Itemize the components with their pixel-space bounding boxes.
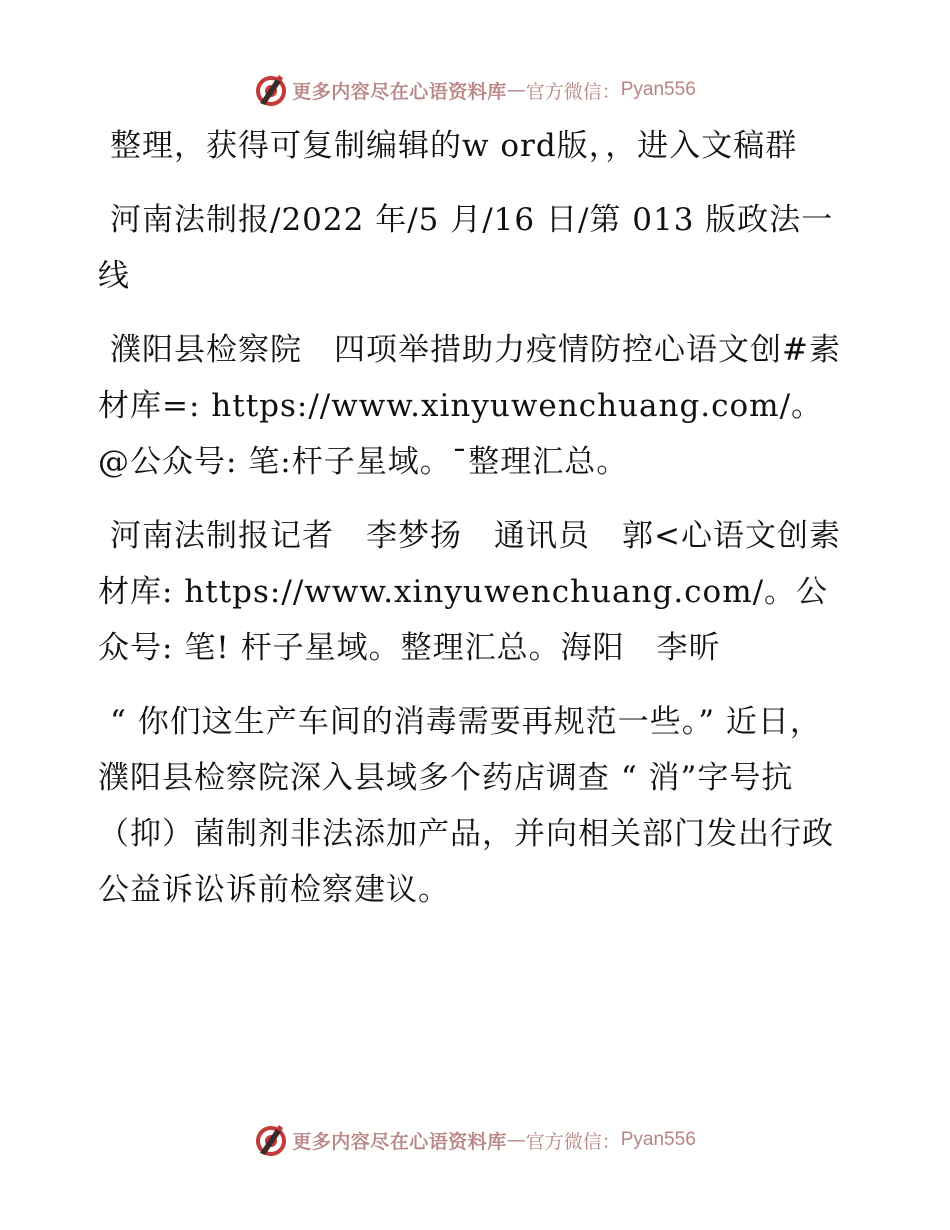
paragraph-source: 河南法制报/2022 年/5 月/16 日/第 013 版政法一线 — [98, 202, 834, 294]
banner-wechat-label: 官方微信： — [525, 80, 621, 103]
banner-dash: — — [506, 1129, 526, 1151]
pen-logo-icon — [254, 1123, 288, 1157]
header-banner — [0, 70, 950, 110]
pen-logo-icon — [254, 73, 288, 107]
banner-slogan: 更多内容尽在心语资料库 — [292, 80, 507, 103]
paragraph-intro: 整理，获得可复制编辑的w ord版，，进入文稿群 — [110, 128, 798, 164]
banner-wechat-label: 官方微信： — [525, 1130, 621, 1153]
banner-slogan: 更多内容尽在心语资料库 — [292, 1130, 507, 1153]
paragraph-lead: “ 你们这生产车间的消毒需要再规范一些。” 近日， 濮阳县检察院深入县域多个药店调查 “ 消”字号抗（抑）菌制剂非法添加产品，并向相关部门发出行政公益诉讼诉前检察建议。 — [98, 704, 834, 908]
banner-dash: — — [506, 79, 526, 101]
paragraph-headline: 濮阳县检察院 四项举措助力疫情防控心语文创#素材库=: https://www.xinyuwenchuang.com/。@公众号: 笔:杆子星域。¯整理汇总。 — [98, 332, 841, 480]
paragraph-byline: 河南法制报记者 李梦扬 通讯员 郭<心语文创素材库: https://www.xinyuwenchuang.com/。公众号: 笔! 杆子星域。整理汇总。海阳 李昕 — [98, 518, 841, 666]
banner-wechat-id: Pyan556 — [620, 79, 696, 100]
document-body — [98, 118, 850, 936]
banner-wechat-id: Pyan556 — [620, 1129, 696, 1150]
footer-banner — [0, 1120, 950, 1160]
